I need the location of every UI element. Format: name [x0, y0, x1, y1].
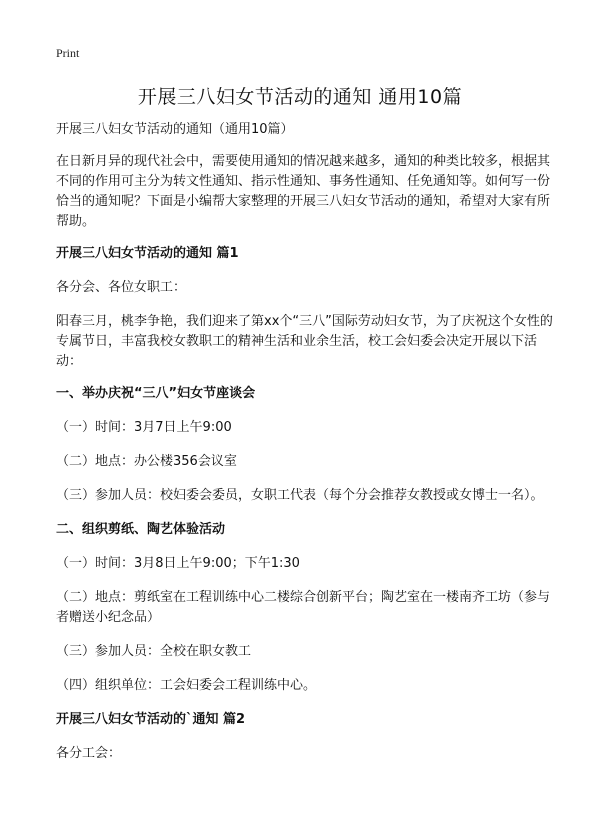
section1-heading: 开展三八妇女节活动的通知 篇1	[56, 246, 239, 261]
activity2-item-place: （二）地点：剪纸室在工程训练中心二楼综合创新平台；陶艺室在一楼南齐工坊（参与者赠送小纪念品）	[56, 590, 551, 625]
intro-paragraph: 在日新月异的现代社会中，需要使用通知的情况越来越多，通知的种类比较多，根据其不同的作用可主分为转文性通知、指示性通知、事务性通知、任免通知等。如何写一份恰当的通知呢？下面是小编帮大家整理的开展三八妇女节活动的通知，希望对大家有所帮助。	[56, 154, 551, 229]
activity1-heading: 一、举办庆祝“三八”妇女节座谈会	[56, 386, 256, 401]
document-subtitle: 开展三八妇女节活动的通知（通用10篇）	[56, 122, 294, 137]
activity1-item-place: （二）地点：办公楼356会议室	[56, 454, 237, 469]
activity1-item-participants: （三）参加人员：校妇委会委员，女职工代表（每个分会推荐女教授或女博士一名）。	[56, 488, 544, 503]
document-title: 开展三八妇女节活动的通知 通用10篇	[137, 86, 463, 108]
section1-greeting: 各分会、各位女职工：	[56, 280, 187, 295]
section2-greeting: 各分工会：	[56, 746, 122, 761]
activity2-item-participants: （三）参加人员：全校在职女教工	[56, 644, 252, 659]
document-body	[56, 120, 560, 778]
activity2-item-time: （一）时间：3月8日上午9:00；下午1:30	[56, 556, 300, 571]
section1-body: 阳春三月，桃李争艳，我们迎来了第xx个“三八”国际劳动妇女节，为了庆祝这个女性的专属节日，丰富我校女教职工的精神生活和业余生活，校工会妇委会决定开展以下活动：	[56, 314, 553, 369]
activity1-item-time: （一）时间：3月7日上午9:00	[56, 420, 232, 435]
print-label: Print	[56, 46, 80, 60]
section2-heading: 开展三八妇女节活动的`通知 篇2	[56, 712, 246, 727]
activity2-item-organizer: （四）组织单位：工会妇委会工程训练中心。	[56, 678, 317, 693]
activity2-heading: 二、组织剪纸、陶艺体验活动	[56, 522, 226, 537]
